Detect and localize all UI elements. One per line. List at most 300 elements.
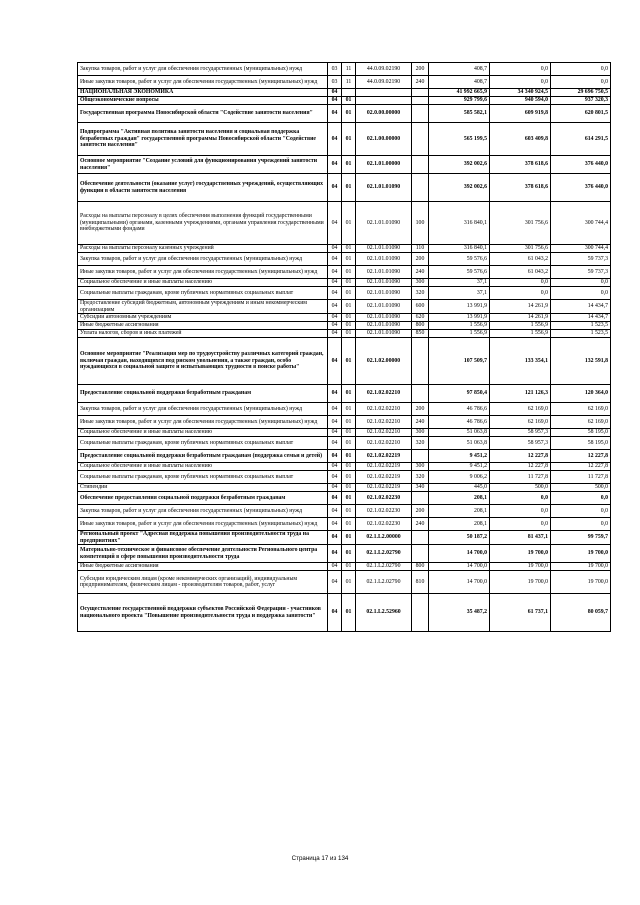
row-amount-year1: 13 991,9 (429, 300, 490, 314)
row-subsection-code: 01 (342, 314, 356, 322)
row-amount-year1: 59 576,6 (429, 266, 490, 279)
row-expense-type: 300 (412, 429, 429, 437)
row-amount-year3: 58 195,0 (551, 429, 611, 437)
row-subsection-code: 01 (342, 245, 356, 253)
row-name: Региональный проект "Адресная поддержка повышения производительности труда на предприятиях" (78, 531, 328, 545)
table-row (78, 322, 611, 330)
row-amount-year1: 14 700,0 (429, 545, 490, 563)
row-expense-type: 800 (412, 322, 429, 330)
row-amount-year2: 14 261,9 (490, 314, 551, 322)
row-amount-year1: 445,0 (429, 484, 490, 492)
row-amount-year3: 59 737,3 (551, 253, 611, 266)
row-amount-year2: 133 354,1 (490, 338, 551, 385)
row-expense-type (412, 105, 429, 123)
table-row (78, 202, 611, 245)
row-section-code: 04 (328, 463, 342, 471)
row-name: Материально-техническое и финансовое обеспечение деятельности Регионального центра компетенций в сфере повышения производительности труда (78, 545, 328, 563)
row-target-article: 02.1.01.01090 (356, 202, 412, 245)
row-amount-year3: 0,0 (551, 287, 611, 300)
row-name: Социальные выплаты гражданам, кроме публичных нормативных социальных выплат (78, 471, 328, 484)
row-amount-year2: 0,0 (490, 76, 551, 89)
row-target-article: 02.1.02.02219 (356, 484, 412, 492)
budget-document-page (77, 62, 610, 632)
row-section-code: 04 (328, 403, 342, 416)
row-expense-type (412, 89, 429, 97)
row-amount-year2: 0,0 (490, 279, 551, 287)
row-amount-year1: 107 509,7 (429, 338, 490, 385)
row-section-code: 04 (328, 266, 342, 279)
row-amount-year2: 301 756,6 (490, 202, 551, 245)
row-section-code: 04 (328, 450, 342, 463)
row-name: Иные закупки товаров, работ и услуг для обеспечения государственных (муниципальных) нужд (78, 416, 328, 429)
row-amount-year3: 376 440,0 (551, 174, 611, 202)
table-row (78, 279, 611, 287)
row-amount-year2: 62 169,0 (490, 416, 551, 429)
row-expense-type: 300 (412, 279, 429, 287)
table-row (78, 338, 611, 385)
row-amount-year3: 120 364,0 (551, 385, 611, 403)
row-section-code: 04 (328, 174, 342, 202)
row-expense-type: 240 (412, 76, 429, 89)
row-section-code: 04 (328, 571, 342, 594)
row-subsection-code: 01 (342, 563, 356, 571)
row-target-article: 02.1.01.01090 (356, 253, 412, 266)
row-amount-year3: 937 320,3 (551, 97, 611, 105)
table-row (78, 416, 611, 429)
row-subsection-code: 01 (342, 385, 356, 403)
table-row (78, 571, 611, 594)
budget-table (77, 62, 611, 632)
row-amount-year3: 99 759,7 (551, 531, 611, 545)
row-amount-year2: 609 919,8 (490, 105, 551, 123)
row-amount-year1: 208,1 (429, 505, 490, 518)
row-subsection-code: 01 (342, 202, 356, 245)
row-expense-type: 850 (412, 330, 429, 338)
row-expense-type: 320 (412, 287, 429, 300)
row-subsection-code: 01 (342, 123, 356, 156)
row-expense-type (412, 492, 429, 505)
row-name: НАЦИОНАЛЬНАЯ ЭКОНОМИКА (78, 89, 328, 97)
row-amount-year2: 58 957,3 (490, 437, 551, 450)
table-row (78, 97, 611, 105)
row-amount-year2: 19 700,0 (490, 545, 551, 563)
row-subsection-code: 01 (342, 338, 356, 385)
table-row (78, 385, 611, 403)
row-section-code: 04 (328, 123, 342, 156)
row-section-code: 04 (328, 518, 342, 531)
row-amount-year1: 408,7 (429, 63, 490, 76)
row-subsection-code: 01 (342, 105, 356, 123)
row-amount-year2: 301 756,6 (490, 245, 551, 253)
row-section-code: 04 (328, 484, 342, 492)
row-amount-year3: 59 737,3 (551, 266, 611, 279)
row-amount-year1: 46 786,6 (429, 416, 490, 429)
row-section-code: 04 (328, 385, 342, 403)
row-amount-year1: 37,1 (429, 279, 490, 287)
row-section-code: 04 (328, 202, 342, 245)
row-target-article: 02.1.02.02210 (356, 429, 412, 437)
table-row (78, 287, 611, 300)
row-amount-year1: 14 700,0 (429, 563, 490, 571)
row-section-code: 04 (328, 253, 342, 266)
row-name: Стипендии (78, 484, 328, 492)
row-amount-year3: 14 434,7 (551, 314, 611, 322)
row-amount-year3: 0,0 (551, 63, 611, 76)
row-section-code: 03 (328, 63, 342, 76)
row-expense-type (412, 450, 429, 463)
row-name: Иные закупки товаров, работ и услуг для обеспечения государственных (муниципальных) нужд (78, 518, 328, 531)
row-section-code: 04 (328, 471, 342, 484)
row-amount-year2: 61 737,1 (490, 594, 551, 632)
table-row (78, 471, 611, 484)
row-section-code: 04 (328, 314, 342, 322)
row-expense-type: 300 (412, 463, 429, 471)
row-subsection-code: 01 (342, 463, 356, 471)
row-target-article: 02.1.01.01090 (356, 287, 412, 300)
row-amount-year1: 13 991,9 (429, 314, 490, 322)
row-subsection-code: 01 (342, 429, 356, 437)
row-expense-type (412, 338, 429, 385)
row-amount-year2: 34 340 924,5 (490, 89, 551, 97)
row-name: Уплата налогов, сборов и иных платежей (78, 330, 328, 338)
row-amount-year3: 80 059,7 (551, 594, 611, 632)
table-row (78, 492, 611, 505)
row-amount-year3: 620 801,5 (551, 105, 611, 123)
table-row (78, 330, 611, 338)
row-expense-type: 200 (412, 63, 429, 76)
row-name: Закупка товаров, работ и услуг для обеспечения государственных (муниципальных) нужд (78, 403, 328, 416)
row-name: Социальные выплаты гражданам, кроме публичных нормативных социальных выплат (78, 287, 328, 300)
row-target-article: 02.1.02.02210 (356, 385, 412, 403)
table-row (78, 450, 611, 463)
row-subsection-code: 01 (342, 266, 356, 279)
table-row (78, 245, 611, 253)
row-section-code: 03 (328, 76, 342, 89)
row-expense-type (412, 174, 429, 202)
row-expense-type: 200 (412, 403, 429, 416)
row-section-code: 04 (328, 156, 342, 174)
row-section-code: 04 (328, 505, 342, 518)
row-name: Субсидии юридическим лицам (кроме некоммерческих организаций), индивидуальным предпринимателям, физическим лицам - производителям товаров, работ, услуг (78, 571, 328, 594)
table-row (78, 314, 611, 322)
row-section-code: 04 (328, 437, 342, 450)
row-amount-year2: 58 957,3 (490, 429, 551, 437)
row-amount-year2: 0,0 (490, 63, 551, 76)
row-target-article: 02.1.02.02219 (356, 463, 412, 471)
row-name: Закупка товаров, работ и услуг для обеспечения государственных (муниципальных) нужд (78, 253, 328, 266)
row-subsection-code: 01 (342, 471, 356, 484)
row-expense-type (412, 531, 429, 545)
row-subsection-code: 01 (342, 492, 356, 505)
row-amount-year3: 62 169,0 (551, 416, 611, 429)
row-name: Иные бюджетные ассигнования (78, 563, 328, 571)
row-target-article: 02.1.01.01090 (356, 174, 412, 202)
row-subsection-code: 01 (342, 174, 356, 202)
row-subsection-code: 01 (342, 545, 356, 563)
row-amount-year3: 58 195,0 (551, 437, 611, 450)
row-name: Социальное обеспечение и иные выплаты населению (78, 279, 328, 287)
page-number-footer: Страница 17 из 134 (291, 855, 349, 862)
row-amount-year3: 0,0 (551, 76, 611, 89)
row-amount-year2: 61 043,2 (490, 266, 551, 279)
row-target-article: 02.1.L2.52960 (356, 594, 412, 632)
row-subsection-code: 01 (342, 571, 356, 594)
table-row (78, 437, 611, 450)
row-name: Иные закупки товаров, работ и услуг для обеспечения государственных (муниципальных) нужд (78, 266, 328, 279)
row-section-code: 04 (328, 416, 342, 429)
row-amount-year1: 392 002,6 (429, 174, 490, 202)
row-expense-type: 240 (412, 266, 429, 279)
row-amount-year1: 46 786,6 (429, 403, 490, 416)
row-section-code: 04 (328, 492, 342, 505)
row-amount-year1: 208,1 (429, 518, 490, 531)
row-expense-type: 600 (412, 300, 429, 314)
row-amount-year3: 19 700,0 (551, 563, 611, 571)
row-name: Осуществление государственной поддержки субъектов Российской Федерации - участников национального проекта "Повышение производительности труда и поддержка занятости" (78, 594, 328, 632)
row-amount-year3: 0,0 (551, 492, 611, 505)
row-target-article: 02.1.01.01090 (356, 322, 412, 330)
row-target-article: 02.1.L2.02790 (356, 545, 412, 563)
table-row (78, 174, 611, 202)
row-subsection-code: 01 (342, 403, 356, 416)
row-amount-year1: 59 576,6 (429, 253, 490, 266)
row-name: Расходы на выплаты персоналу казенных учреждений (78, 245, 328, 253)
row-name: Обеспечение деятельности (оказание услуг) государственных учреждений, осуществляющих функции в области занятости населения (78, 174, 328, 202)
row-subsection-code: 01 (342, 518, 356, 531)
row-name: Предоставление социальной поддержки безработным гражданам (поддержка семьи и детей) (78, 450, 328, 463)
row-expense-type (412, 385, 429, 403)
row-amount-year3: 11 727,8 (551, 471, 611, 484)
row-subsection-code: 01 (342, 253, 356, 266)
row-subsection-code: 01 (342, 416, 356, 429)
row-amount-year1: 37,1 (429, 287, 490, 300)
row-amount-year2: 500,0 (490, 484, 551, 492)
row-expense-type: 240 (412, 518, 429, 531)
row-subsection-code: 01 (342, 300, 356, 314)
row-amount-year3: 19 700,0 (551, 571, 611, 594)
row-amount-year1: 408,7 (429, 76, 490, 89)
row-amount-year1: 929 799,6 (429, 97, 490, 105)
row-name: Обеспечение предоставления социальной поддержки безработным гражданам (78, 492, 328, 505)
row-name: Социальные выплаты гражданам, кроме публичных нормативных социальных выплат (78, 437, 328, 450)
table-row (78, 594, 611, 632)
row-amount-year1: 565 199,5 (429, 123, 490, 156)
row-amount-year1: 50 187,2 (429, 531, 490, 545)
row-section-code: 04 (328, 97, 342, 105)
row-section-code: 04 (328, 338, 342, 385)
table-row (78, 76, 611, 89)
row-amount-year1: 585 582,1 (429, 105, 490, 123)
row-amount-year1: 41 992 665,9 (429, 89, 490, 97)
table-row (78, 505, 611, 518)
row-amount-year2: 940 594,0 (490, 97, 551, 105)
row-name: Основное мероприятие "Реализация мер по трудоустройству различных категорий граждан, включая граждан, находящихся под риском увольнения, а также граждан, особо нуждающихся в социальной защите и испытывающих трудности в поиске работы" (78, 338, 328, 385)
row-target-article: 02.1.L2.00000 (356, 531, 412, 545)
row-amount-year3: 1 523,5 (551, 330, 611, 338)
row-subsection-code: 01 (342, 330, 356, 338)
row-subsection-code: 01 (342, 484, 356, 492)
row-target-article: 02.1.02.02210 (356, 403, 412, 416)
row-amount-year1: 208,1 (429, 492, 490, 505)
table-row (78, 403, 611, 416)
row-expense-type: 810 (412, 571, 429, 594)
row-expense-type: 800 (412, 563, 429, 571)
row-name: Предоставление субсидий бюджетным, автономным учреждениям и иным некоммерческим организациям (78, 300, 328, 314)
row-name: Иные закупки товаров, работ и услуг для обеспечения государственных (муниципальных) нужд (78, 76, 328, 89)
row-amount-year3: 300 744,4 (551, 245, 611, 253)
row-amount-year3: 0,0 (551, 518, 611, 531)
row-amount-year2: 603 409,8 (490, 123, 551, 156)
row-target-article: 44.0.09.02190 (356, 63, 412, 76)
table-row (78, 156, 611, 174)
row-target-article: 02.1.01.00000 (356, 156, 412, 174)
row-amount-year1: 51 063,8 (429, 429, 490, 437)
row-expense-type: 320 (412, 471, 429, 484)
table-row (78, 300, 611, 314)
row-expense-type: 110 (412, 245, 429, 253)
row-target-article: 02.1.01.01090 (356, 279, 412, 287)
row-expense-type: 200 (412, 253, 429, 266)
row-amount-year2: 62 169,0 (490, 403, 551, 416)
row-section-code: 04 (328, 245, 342, 253)
row-expense-type (412, 156, 429, 174)
row-amount-year2: 0,0 (490, 287, 551, 300)
row-subsection-code: 01 (342, 531, 356, 545)
row-target-article: 02.1.02.02210 (356, 437, 412, 450)
row-target-article: 02.1.01.01090 (356, 314, 412, 322)
row-amount-year2: 0,0 (490, 505, 551, 518)
row-amount-year3: 614 291,5 (551, 123, 611, 156)
row-target-article: 02.1.01.01090 (356, 245, 412, 253)
row-target-article: 02.1.00.00000 (356, 123, 412, 156)
row-target-article: 02.1.L2.02790 (356, 571, 412, 594)
row-amount-year2: 19 700,0 (490, 571, 551, 594)
row-expense-type: 340 (412, 484, 429, 492)
row-expense-type (412, 97, 429, 105)
row-amount-year3: 12 227,8 (551, 463, 611, 471)
row-amount-year2: 1 556,9 (490, 330, 551, 338)
row-section-code: 04 (328, 322, 342, 330)
row-subsection-code: 11 (342, 63, 356, 76)
row-target-article: 44.0.09.02190 (356, 76, 412, 89)
row-subsection-code: 01 (342, 322, 356, 330)
row-amount-year2: 12 227,8 (490, 450, 551, 463)
row-name: Предоставление социальной поддержки безработным гражданам (78, 385, 328, 403)
row-amount-year1: 1 556,9 (429, 330, 490, 338)
row-section-code: 04 (328, 429, 342, 437)
row-amount-year3: 300 744,4 (551, 202, 611, 245)
row-target-article: 02.1.02.02230 (356, 492, 412, 505)
table-row (78, 531, 611, 545)
row-amount-year1: 316 840,1 (429, 202, 490, 245)
row-name: Социальное обеспечение и иные выплаты населению (78, 429, 328, 437)
row-amount-year2: 0,0 (490, 518, 551, 531)
row-amount-year1: 97 850,4 (429, 385, 490, 403)
row-amount-year3: 0,0 (551, 505, 611, 518)
row-expense-type: 320 (412, 437, 429, 450)
row-amount-year1: 35 487,2 (429, 594, 490, 632)
row-amount-year3: 500,0 (551, 484, 611, 492)
row-amount-year3: 62 169,0 (551, 403, 611, 416)
row-name: Основное мероприятие "Создание условий для функционирования учреждений занятости населения" (78, 156, 328, 174)
row-amount-year3: 1 523,5 (551, 322, 611, 330)
table-row (78, 545, 611, 563)
row-amount-year1: 14 700,0 (429, 571, 490, 594)
table-row (78, 518, 611, 531)
row-subsection-code: 01 (342, 287, 356, 300)
row-name: Закупка товаров, работ и услуг для обеспечения государственных (муниципальных) нужд (78, 63, 328, 76)
row-target-article: 02.1.02.02230 (356, 518, 412, 531)
row-section-code: 04 (328, 531, 342, 545)
row-target-article: 02.1.01.01090 (356, 330, 412, 338)
row-subsection-code: 01 (342, 594, 356, 632)
row-target-article: 02.1.02.02230 (356, 505, 412, 518)
row-name: Подпрограмма "Активная политика занятости населения и социальная поддержка безработных граждан" государственной программы Новосибирской области "Содействие занятости населения" (78, 123, 328, 156)
row-amount-year2: 378 618,6 (490, 156, 551, 174)
row-amount-year1: 316 840,1 (429, 245, 490, 253)
row-subsection-code (342, 89, 356, 97)
row-amount-year3: 29 696 750,5 (551, 89, 611, 97)
row-target-article: 02.1.02.02219 (356, 471, 412, 484)
row-amount-year3: 19 700,0 (551, 545, 611, 563)
row-amount-year2: 378 618,6 (490, 174, 551, 202)
row-amount-year2: 61 043,2 (490, 253, 551, 266)
row-amount-year2: 1 556,9 (490, 322, 551, 330)
row-amount-year3: 14 434,7 (551, 300, 611, 314)
row-amount-year3: 376 440,0 (551, 156, 611, 174)
row-expense-type: 200 (412, 505, 429, 518)
row-name: Иные бюджетные ассигнования (78, 322, 328, 330)
row-amount-year3: 12 227,8 (551, 450, 611, 463)
row-expense-type: 240 (412, 416, 429, 429)
table-row (78, 89, 611, 97)
row-target-article: 02.1.02.02210 (356, 416, 412, 429)
table-row (78, 484, 611, 492)
row-subsection-code: 11 (342, 76, 356, 89)
row-section-code: 04 (328, 563, 342, 571)
row-expense-type (412, 123, 429, 156)
table-row (78, 463, 611, 471)
row-name: Общеэкономические вопросы (78, 97, 328, 105)
row-target-article: 02.1.L2.02790 (356, 563, 412, 571)
row-name: Субсидии автономным учреждениям (78, 314, 328, 322)
row-section-code: 04 (328, 287, 342, 300)
row-target-article (356, 97, 412, 105)
row-expense-type (412, 545, 429, 563)
row-expense-type: 620 (412, 314, 429, 322)
row-name: Расходы на выплаты персоналу в целях обеспечения выполнения функций государственными (муниципальными) органами, казенными учреждениями, органами управления государственными внебюджетными фондами (78, 202, 328, 245)
row-target-article: 02.1.02.00000 (356, 338, 412, 385)
table-row (78, 105, 611, 123)
row-section-code: 04 (328, 594, 342, 632)
row-amount-year1: 9 006,2 (429, 471, 490, 484)
row-section-code: 04 (328, 279, 342, 287)
row-expense-type: 100 (412, 202, 429, 245)
row-amount-year1: 51 063,8 (429, 437, 490, 450)
row-amount-year2: 12 227,8 (490, 463, 551, 471)
row-amount-year1: 1 556,9 (429, 322, 490, 330)
row-subsection-code: 01 (342, 97, 356, 105)
row-section-code: 04 (328, 105, 342, 123)
table-row (78, 563, 611, 571)
table-row (78, 253, 611, 266)
row-target-article: 02.1.02.02219 (356, 450, 412, 463)
row-name: Государственная программа Новосибирской области "Содействие занятости населения" (78, 105, 328, 123)
row-amount-year2: 19 700,0 (490, 563, 551, 571)
row-section-code: 04 (328, 330, 342, 338)
row-expense-type (412, 594, 429, 632)
row-amount-year1: 9 451,2 (429, 450, 490, 463)
